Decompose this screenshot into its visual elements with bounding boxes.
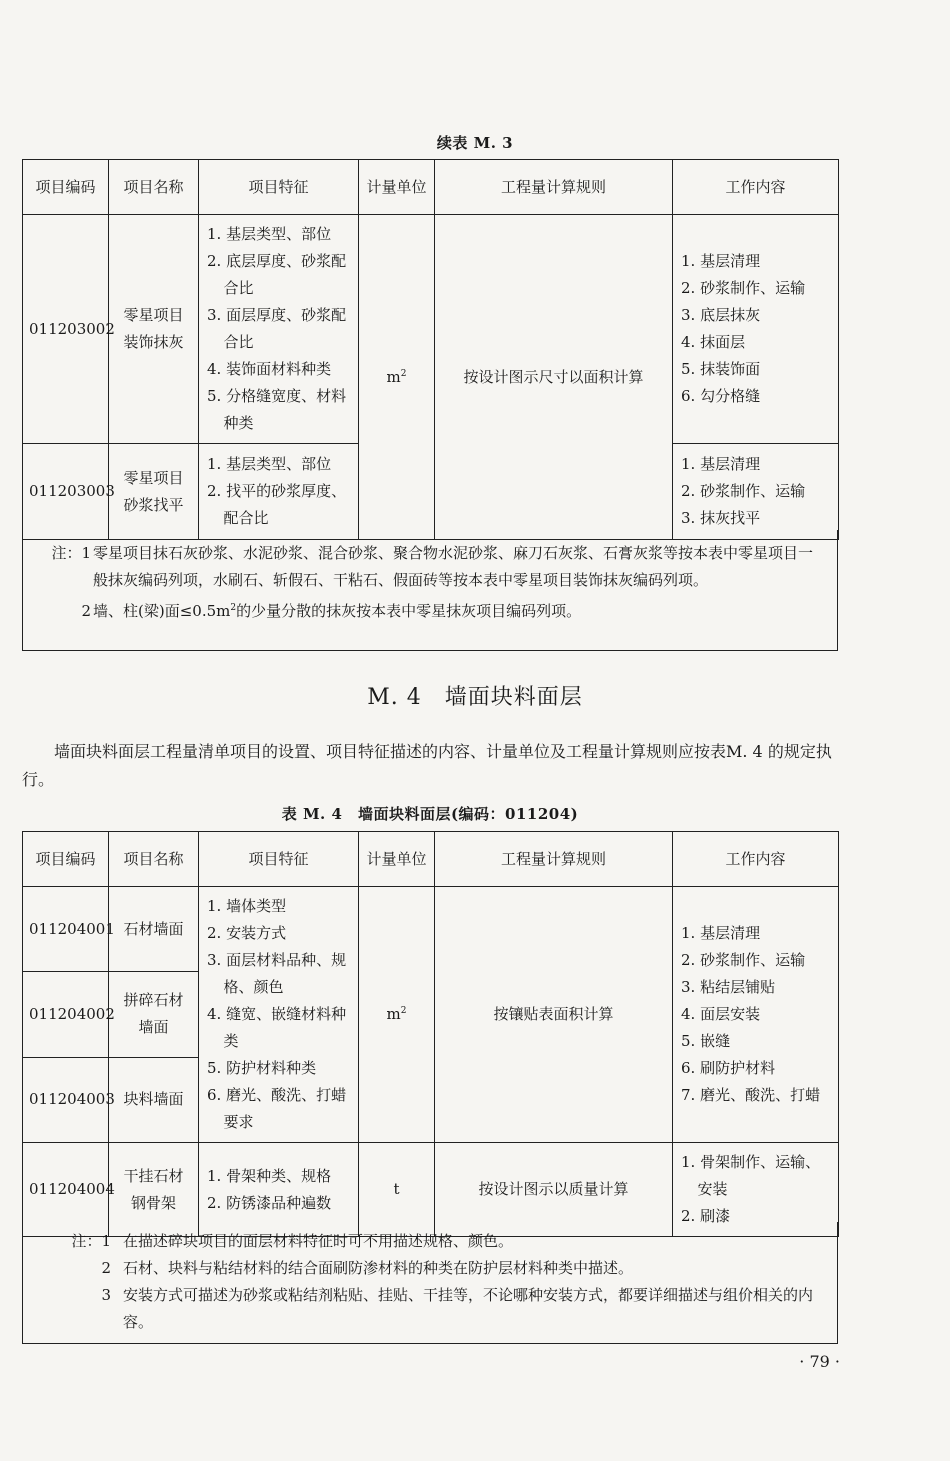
item-name: 拼碎石材 墙面 xyxy=(109,972,199,1057)
header-cell: 计量单位 xyxy=(359,160,435,215)
table-row xyxy=(23,215,839,444)
header-cell: 项目特征 xyxy=(199,832,359,887)
header-cell: 计量单位 xyxy=(359,832,435,887)
item-name: 零星项目 砂浆找平 xyxy=(109,444,199,540)
table-m4-notes xyxy=(22,1222,838,1344)
note-item: 3 安装方式可描述为砂浆或粘结剂粘贴、挂贴、干挂等，不论哪种安装方式，都要详细描述与组价相关的内容。 xyxy=(101,1286,814,1331)
page-number: · 79 · xyxy=(799,1352,840,1371)
item-features: 1. 骨架种类、规格 2. 防锈漆品种遍数 xyxy=(199,1143,359,1237)
table-m4 xyxy=(22,831,839,1237)
item-code: 011204003 xyxy=(23,1057,109,1142)
note-item: 2 墙、柱(梁)面$\le 0.5m^2$的少量分散的抹灰按本表中零星抹灰项目编码列项。 xyxy=(81,602,582,620)
work-content: 1. 基层清理 2. 砂浆制作、运输 3. 底层抹灰 4. 抹面层 5. 抹装饰面 6. 勾分格缝 xyxy=(673,215,839,444)
item-name: 零星项目 装饰抹灰 xyxy=(109,215,199,444)
header-cell: 项目名称 xyxy=(109,832,199,887)
work-content: 1. 基层清理 2. 砂浆制作、运输 3. 抹灰找平 xyxy=(673,444,839,540)
header-cell: 工作内容 xyxy=(673,832,839,887)
item-name: 石材墙面 xyxy=(109,887,199,972)
header-cell: 项目编码 xyxy=(23,160,109,215)
work-content: 1. 基层清理 2. 砂浆制作、运输 3. 粘结层铺贴 4. 面层安装 5. 嵌缝 6. 刷防护材料 7. 磨光、酸洗、打蜡 xyxy=(673,887,839,1143)
item-code: 011204002 xyxy=(23,972,109,1057)
table-row xyxy=(23,887,839,972)
item-name: 干挂石材 钢骨架 xyxy=(109,1143,199,1237)
rule-cell: 按设计图示尺寸以面积计算 xyxy=(435,215,673,540)
note-item: 注：1 零星项目抹石灰砂浆、水泥砂浆、混合砂浆、聚合物水泥砂浆、麻刀石灰浆、石膏灰浆等按本表中零星项目一般抹灰编码列项，水刷石、斩假石、干粘石、假面砖等按本表中零星项目装饰抹灰编码列项。 xyxy=(51,544,814,589)
unit-cell: $m^2$ xyxy=(359,215,435,540)
item-code: 011204001 xyxy=(23,887,109,972)
header-cell: 工作内容 xyxy=(673,160,839,215)
item-features: 1. 基层类型、部位 2. 底层厚度、砂浆配合比 3. 面层厚度、砂浆配合比 4. 装饰面材料种类 5. 分格缝宽度、材料种类 xyxy=(199,215,359,444)
section-title: M. 4 墙面块料面层 xyxy=(367,685,583,710)
header-cell: 项目特征 xyxy=(199,160,359,215)
table-header-row xyxy=(23,160,839,215)
item-code: 011204004 xyxy=(23,1143,109,1237)
item-name: 块料墙面 xyxy=(109,1057,199,1142)
item-features: 1. 墙体类型 2. 安装方式 3. 面层材料品种、规格、颜色 4. 缝宽、嵌缝材料种类 5. 防护材料种类 6. 磨光、酸洗、打蜡要求 xyxy=(199,887,359,1143)
unit-cell: t xyxy=(359,1143,435,1237)
table-m4-caption: 表 M. 4 墙面块料面层(编码：011204) xyxy=(281,805,579,823)
unit-cell: $m^2$ xyxy=(359,887,435,1143)
item-code: 011203003 xyxy=(23,444,109,540)
section-paragraph: 墙面块料面层工程量清单项目的设置、项目特征描述的内容、计量单位及工程量计算规则应按表M. 4 的规定执行。 xyxy=(22,742,832,789)
header-cell: 工程量计算规则 xyxy=(435,832,673,887)
table-m3-notes xyxy=(22,530,838,651)
table-m3-caption: 续表 M. 3 xyxy=(436,134,514,152)
item-code: 011203002 xyxy=(23,215,109,444)
note-item: 2 石材、块料与粘结材料的结合面刷防渗材料的种类在防护层材料种类中描述。 xyxy=(101,1259,634,1277)
note-item: 注：1 在描述碎块项目的面层材料特征时可不用描述规格、颜色。 xyxy=(71,1232,514,1250)
work-content: 1. 骨架制作、运输、安装 2. 刷漆 xyxy=(673,1143,839,1237)
header-cell: 项目名称 xyxy=(109,160,199,215)
header-cell: 项目编码 xyxy=(23,832,109,887)
table-header-row xyxy=(23,832,839,887)
rule-cell: 按镶贴表面积计算 xyxy=(435,887,673,1143)
item-features: 1. 基层类型、部位 2. 找平的砂浆厚度、配合比 xyxy=(199,444,359,540)
header-cell: 工程量计算规则 xyxy=(435,160,673,215)
rule-cell: 按设计图示以质量计算 xyxy=(435,1143,673,1237)
table-m3 xyxy=(22,159,839,540)
